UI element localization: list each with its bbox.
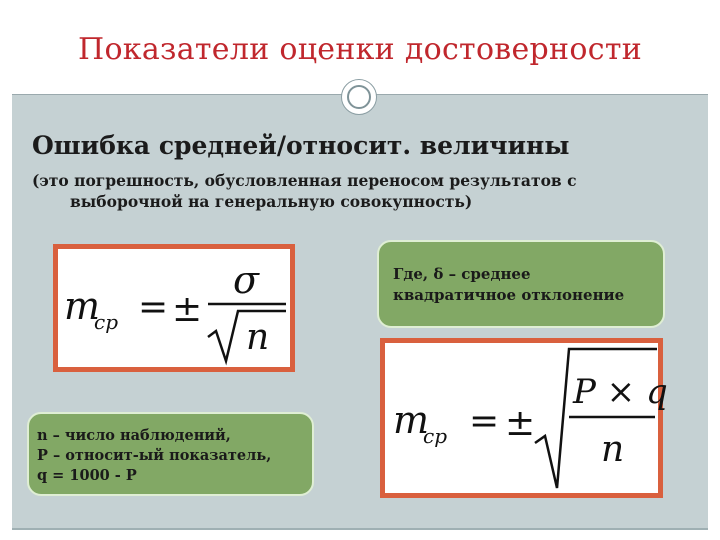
- formula-relative-error: [380, 338, 668, 498]
- section-heading: Ошибка средней/относит. величины: [32, 131, 570, 160]
- formula2-numerator: P × q: [573, 372, 668, 412]
- formula1-plusminus: ±: [172, 289, 203, 330]
- definition-box: [377, 240, 665, 328]
- variables-box: [27, 412, 314, 496]
- formula2-lhs: m: [393, 398, 430, 442]
- note-line-1: (это погрешность, обусловленная переносом результатов с: [32, 171, 577, 190]
- definition-line-2: квадратичное отклонение: [393, 286, 625, 304]
- bottom-divider: [12, 528, 708, 530]
- formula2-plusminus: ±: [505, 403, 536, 444]
- definition-line-1: Где, δ – среднее: [393, 265, 531, 283]
- formula-relative-error-svg: [385, 343, 668, 493]
- formula1-lhs: m: [64, 284, 101, 328]
- variables-line-1: n – число наблюдений,: [37, 427, 231, 444]
- heading-note: [32, 170, 692, 212]
- formula-mean-error-svg: [58, 249, 290, 367]
- formula2-equals: =: [469, 401, 500, 442]
- formula1-equals: =: [138, 287, 169, 328]
- circle-ornament-icon: [341, 79, 377, 115]
- variables-line-2: P – относит-ый показатель,: [37, 447, 272, 464]
- slide-title: Показатели оценки достоверности: [77, 32, 643, 67]
- formula2-denominator: n: [601, 429, 625, 470]
- formula1-subscript: ср: [94, 310, 119, 334]
- formula2-subscript: ср: [423, 424, 448, 448]
- formula-mean-error: [53, 244, 295, 372]
- formula2-root-sign: [535, 349, 657, 488]
- note-line-2: выборочной на генеральную совокупность): [70, 192, 473, 211]
- formula1-numerator: σ: [233, 258, 259, 302]
- formula1-radicand: n: [246, 317, 270, 358]
- variables-line-3: q = 1000 - P: [37, 467, 137, 484]
